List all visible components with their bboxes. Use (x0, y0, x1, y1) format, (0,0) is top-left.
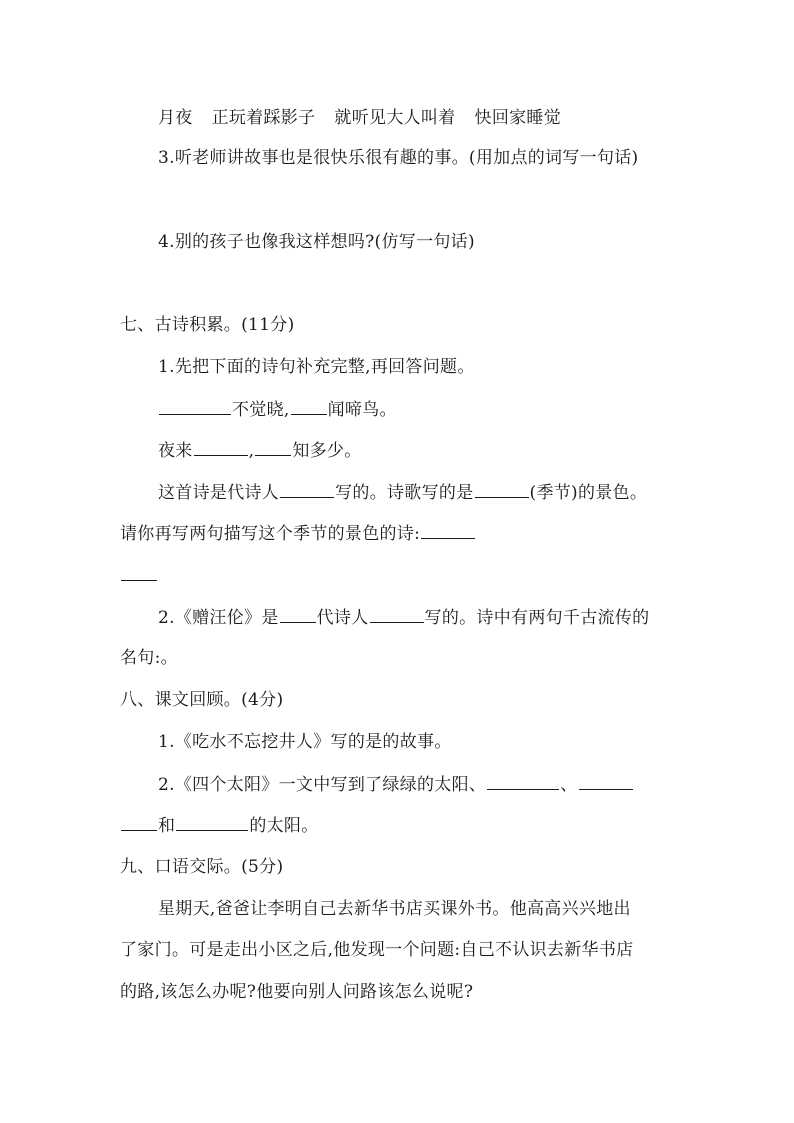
answer-blank[interactable] (370, 606, 424, 623)
answer-blank[interactable] (475, 481, 529, 498)
q6-item-4: 4.别的孩子也像我这样想吗?(仿写一句话) (158, 232, 475, 252)
answer-blank[interactable] (487, 773, 559, 790)
answer-blank[interactable] (255, 439, 291, 456)
q6-item-3: 3.听老师讲故事也是很快乐很有趣的事。(用加点的词写一句话) (158, 148, 639, 168)
answer-blank[interactable] (159, 398, 231, 415)
answer-blank[interactable] (121, 814, 157, 831)
word-3: 就听见大人叫着 (334, 108, 456, 128)
word-2: 正玩着踩影子 (211, 108, 316, 128)
q9-paragraph-line-2: 了家门。可是走出小区之后,他发现一个问题:自己不认识去新华书店 (120, 940, 634, 960)
q8-item-1: 1.《吃水不忘挖井人》写的是的故事。 (158, 732, 452, 752)
word-4: 快回家睡觉 (474, 108, 562, 128)
q7-item-2-line-2: 名句:。 (120, 648, 178, 668)
q6-word-order-line (158, 107, 561, 129)
q7-item-2: 2.《赠汪伦》是 代诗人 写的。诗中有两句千古流传的 (158, 608, 650, 628)
q7-item-1: 1.先把下面的诗句补充完整,再回答问题。 (158, 357, 475, 377)
answer-blank[interactable] (280, 481, 334, 498)
q9-paragraph-line-3: 的路,该怎么办呢?他要向别人问路该怎么说呢? (120, 982, 474, 1002)
q8-item-2-line-2: 和 的太阳。 (120, 814, 319, 837)
q9-paragraph-line-1: 星期天,爸爸让李明自己去新华书店买课外书。他高高兴兴地出 (158, 899, 631, 919)
answer-blank[interactable] (579, 773, 633, 790)
q7-answer-continuation (120, 564, 158, 587)
answer-blank[interactable] (194, 439, 248, 456)
answer-blank[interactable] (121, 564, 157, 581)
answer-blank[interactable] (421, 522, 475, 539)
q8-heading: 八、课文回顾。(4分) (120, 690, 284, 710)
q7-poem-line-1: 不觉晓, 闻啼鸟。 (158, 398, 397, 421)
answer-blank[interactable] (176, 814, 248, 831)
q7-poem-line-2: 夜来 , 知多少。 (158, 441, 362, 461)
answer-blank[interactable] (280, 606, 316, 623)
answer-blank[interactable] (291, 398, 327, 415)
q9-heading: 九、口语交际。(5分) (120, 857, 284, 877)
q7-question-line-2: 请你再写两句描写这个季节的景色的诗: (120, 522, 476, 545)
q7-heading: 七、古诗积累。(11分) (120, 315, 295, 335)
word-1: 月夜 (158, 108, 193, 128)
q8-item-2: 2.《四个太阳》一文中写到了绿绿的太阳、 、 (158, 773, 634, 796)
q7-question-line-1: 这首诗是代诗人 写的。诗歌写的是 (季节)的景色。 (158, 483, 648, 503)
